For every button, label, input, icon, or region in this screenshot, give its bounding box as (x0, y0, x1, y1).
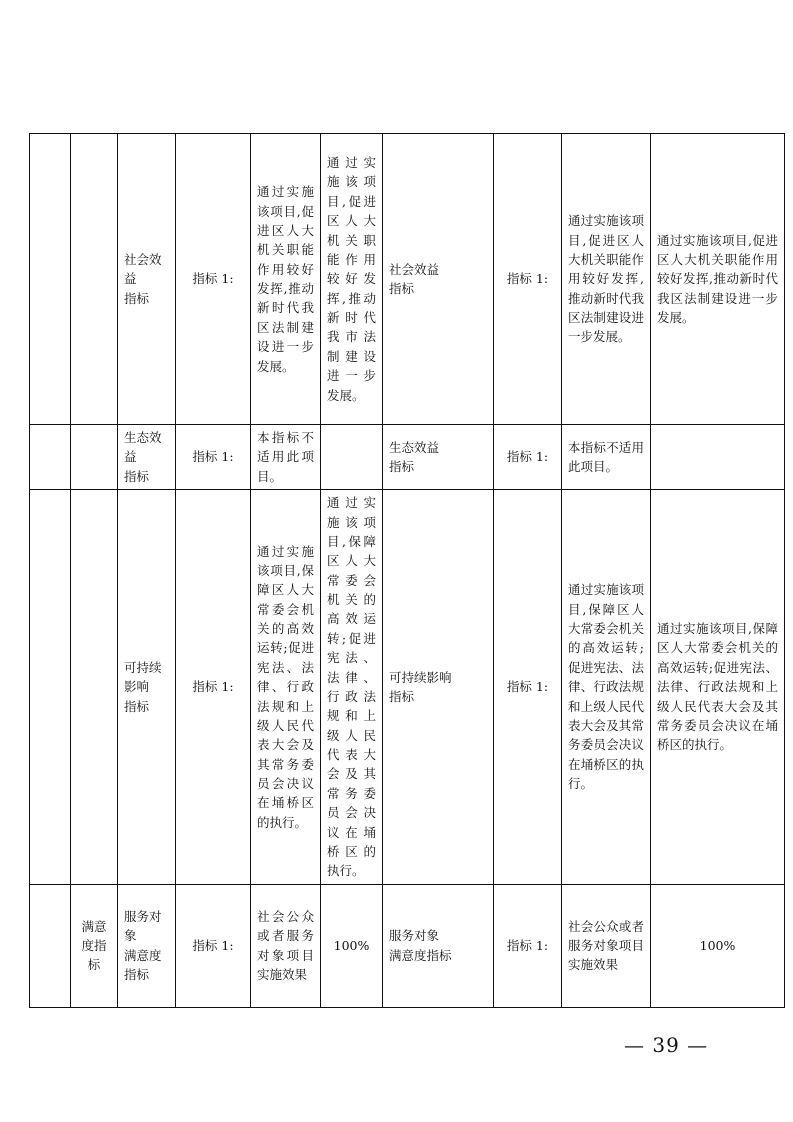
subcategory-cell (71, 134, 118, 425)
indicator-name-cell: 生态效 益 指标 (118, 425, 176, 490)
table-row (30, 425, 785, 490)
indicator-value-cell: 通过实施该项目,促进区人大机关职能作用较好发挥,推动新时代我区法制建设进一步发展。 (651, 134, 785, 425)
category-cell (30, 425, 71, 490)
indicator-name-cell: 服务对象 满意度指标 (383, 884, 494, 1007)
indicator-index-cell: 指标 1: (494, 425, 562, 490)
table-row (30, 490, 785, 885)
indicator-content-cell: 本指标不适用此项目。 (251, 425, 321, 490)
indicator-name-cell: 服务对 象 满意度 指标 (118, 884, 176, 1007)
indicator-name-cell: 可持续 影响 指标 (118, 490, 176, 885)
performance-indicator-table (29, 133, 785, 1008)
indicator-name-cell: 社会效 益 指标 (118, 134, 176, 425)
indicator-index-cell: 指标 1: (176, 884, 251, 1007)
indicator-value-cell: 通过实施该项目,保障区人大常委会机关的高效运转;促进宪法、法律、行政法规和上级人民代表大会及其常务委员会决议在埇桥区的执行。 (321, 490, 383, 885)
indicator-index-cell: 指标 1: (176, 425, 251, 490)
indicator-value-cell: 100% (651, 884, 785, 1007)
category-cell (30, 884, 71, 1007)
indicator-index-cell: 指标 1: (176, 490, 251, 885)
page-number: — 39 — (624, 1033, 709, 1057)
indicator-content-cell: 通过实施该项目,促进区人大机关职能作用较好发挥,推动新时代我区法制建设进一步发展。 (562, 134, 651, 425)
indicator-index-cell: 指标 1: (494, 490, 562, 885)
indicator-content-cell: 本指标不适用此项目。 (562, 425, 651, 490)
category-cell (30, 134, 71, 425)
indicator-content-cell: 通过实施该项目,促进区人大机关职能作用较好发挥,推动新时代我区法制建设进一步发展。 (251, 134, 321, 425)
category-cell (30, 490, 71, 885)
indicator-value-cell: 通过实施该项目,保障区人大常委会机关的高效运转;促进宪法、法律、行政法规和上级人民代表大会及其常务委员会决议在埇桥区的执行。 (651, 490, 785, 885)
table-row (30, 884, 785, 1007)
indicator-value-cell (321, 425, 383, 490)
indicator-index-cell: 指标 1: (494, 134, 562, 425)
indicator-content-cell: 通过实施该项目,保障区人大常委会机关的高效运转;促进宪法、法律、行政法规和上级人民代表大会及其常务委员会决议在埇桥区的执行。 (251, 490, 321, 885)
table-row (30, 134, 785, 425)
indicator-index-cell: 指标 1: (176, 134, 251, 425)
subcategory-cell (71, 490, 118, 885)
indicator-name-cell: 社会效益 指标 (383, 134, 494, 425)
indicator-name-cell: 生态效益 指标 (383, 425, 494, 490)
indicator-name-cell: 可持续影响 指标 (383, 490, 494, 885)
indicator-index-cell: 指标 1: (494, 884, 562, 1007)
subcategory-cell (71, 425, 118, 490)
indicator-value-cell: 通过实施该项目,促进区人大机关职能作用较好发挥,推动新时代我市法制建设进一步发展。 (321, 134, 383, 425)
indicator-content-cell: 通过实施该项目,保障区人大常委会机关的高效运转;促进宪法、法律、行政法规和上级人民代表大会及其常务委员会决议在埇桥区的执行。 (562, 490, 651, 885)
indicator-value-cell (651, 425, 785, 490)
performance-indicator-table-wrap (29, 133, 784, 1008)
indicator-value-cell: 100% (321, 884, 383, 1007)
satisfaction-category-cell: 满意 度指 标 (71, 884, 118, 1007)
indicator-content-cell: 社会公众或者服务对象项目实施效果 (562, 884, 651, 1007)
indicator-content-cell: 社会公众或者服务对象项目实施效果 (251, 884, 321, 1007)
